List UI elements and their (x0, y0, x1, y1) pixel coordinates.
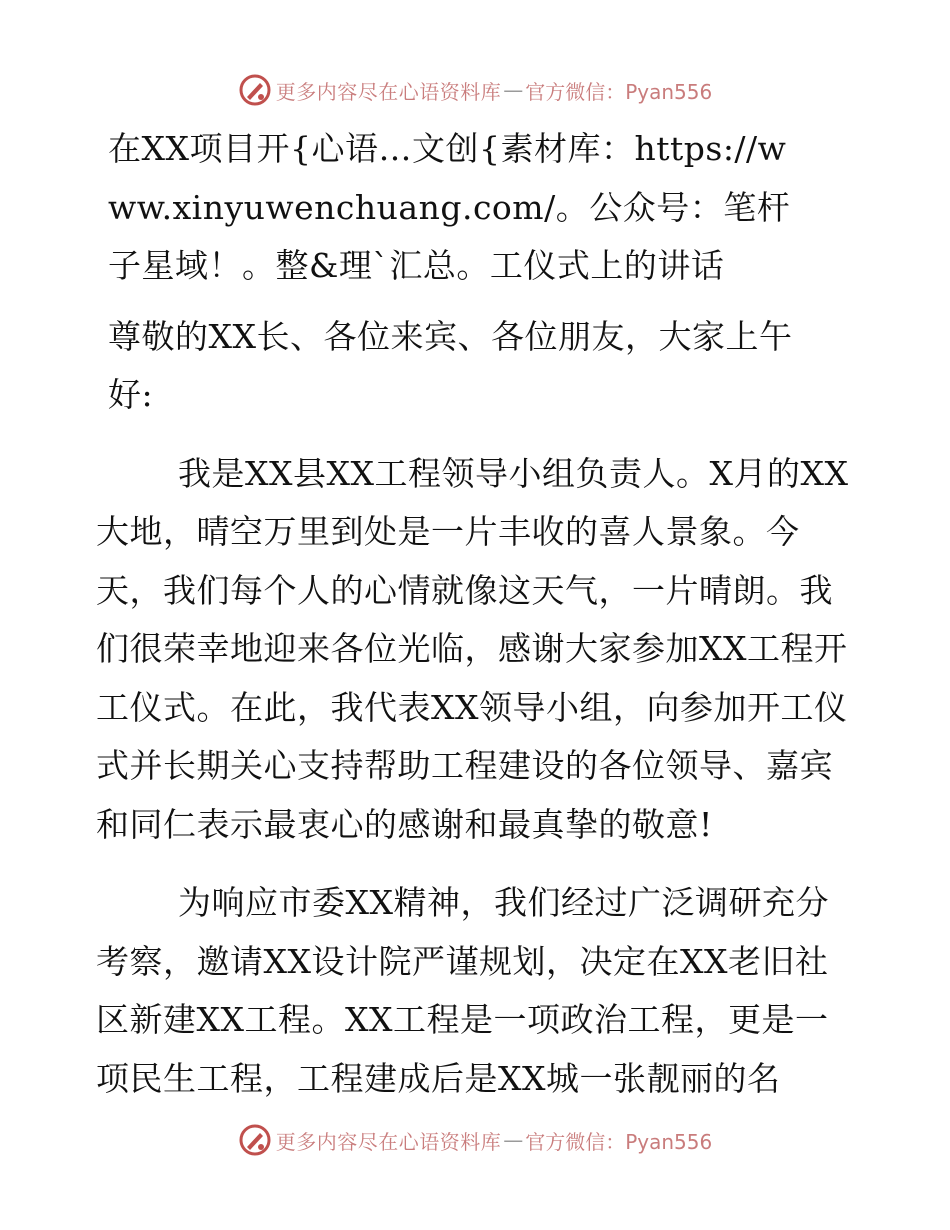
banner-wechat: 官方微信：Pyan556 (525, 79, 713, 104)
banner-text: 更多内容尽在心语资料库 (275, 1129, 502, 1154)
greeting: 尊敬的XX长、各位来宾、各位朋友，大家上午好: (108, 316, 793, 414)
document-title: 在XX项目开{心语…文创{素材库：https://www.xinyuwenchuang.com/。公众号：笔杆子星域！。整&理`汇总。工仪式上的讲话 (108, 129, 791, 285)
banner-text: 更多内容尽在心语资料库 (275, 79, 502, 104)
logo-icon (238, 1123, 272, 1157)
document-body (96, 120, 856, 1108)
header-banner (0, 70, 950, 110)
banner-wechat: 官方微信：Pyan556 (525, 1129, 713, 1154)
banner-separator: — (503, 1128, 524, 1152)
banner-separator: — (503, 78, 524, 102)
logo-icon (238, 73, 272, 107)
body-paragraph: 我是XX县XX工程领导小组负责人。X月的XX大地，晴空万里到处是一片丰收的喜人景象。今天，我们每个人的心情就像这天气，一片晴朗。我们很荣幸地迎来各位光临，感谢大家参加XX工程开工仪式。在此，我代表XX领导小组，向参加开工仪式并长期关心支持帮助工程建设的各位领导、嘉宾和同仁表示最衷心的感谢和最真挚的敬意! (96, 453, 849, 844)
body-paragraph: 为响应市委XX精神，我们经过广泛调研充分考察，邀请XX设计院严谨规划，决定在XX老旧社区新建XX工程。XX工程是一项政治工程，更是一项民生工程，工程建成后是XX城一张靓丽的名 (96, 883, 829, 1098)
footer-banner (0, 1120, 950, 1160)
